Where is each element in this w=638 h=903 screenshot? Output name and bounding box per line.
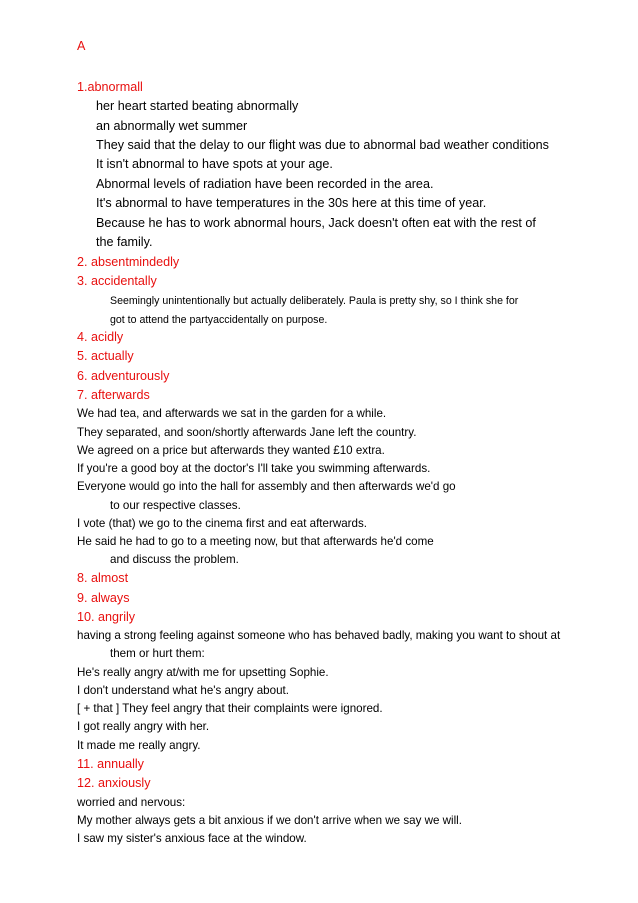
entry-heading-adventurously: 6. adventurously [77,369,170,383]
example-line: Everyone would go into the hall for assembly and then afterwards we'd go [77,480,456,493]
entry-heading-anxiously: 12. anxiously [77,776,151,790]
entry-heading-actually: 5. actually [77,349,134,363]
entry-heading-accidentally: 3. accidentally [77,274,157,288]
definition-line: worried and nervous: [77,796,186,809]
example-line: It isn't abnormal to have spots at your age. [96,157,333,171]
entry-heading-almost: 8. almost [77,571,129,585]
example-line: her heart started beating abnormally [96,99,299,113]
example-line: Because he has to work abnormal hours, Jack doesn't often eat with the rest of [96,216,536,230]
definition-line: having a strong feeling against someone who has behaved badly, making you want to shout at [77,629,561,642]
example-line: an abnormally wet summer [96,119,248,133]
example-line: and discuss the problem. [110,553,239,566]
example-line: He's really angry at/with me for upsetting Sophie. [77,666,329,679]
example-line: They separated, and soon/shortly afterwards Jane left the country. [77,426,417,439]
section-letter: A [77,39,86,53]
example-line: They said that the delay to our flight was due to abnormal bad weather conditions [96,138,549,152]
entry-heading-abnormal: 1.abnormall [77,80,143,94]
example-line: I vote (that) we go to the cinema first and eat afterwards. [77,517,367,530]
entry-heading-annually: 11. annually [77,757,144,771]
definition-line: got to attend the partyaccidentally on purpose. [110,314,328,326]
entry-heading-afterwards: 7. afterwards [77,388,150,402]
example-line: If you're a good boy at the doctor's I'll take you swimming afterwards. [77,462,431,475]
example-line: It's abnormal to have temperatures in the 30s here at this time of year. [96,196,487,210]
example-line: I don't understand what he's angry about. [77,684,289,697]
example-line: the family. [96,235,153,249]
example-line: I saw my sister's anxious face at the window. [77,832,307,845]
entry-heading-acidly: 4. acidly [77,330,124,344]
example-line: We agreed on a price but afterwards they wanted £10 extra. [77,444,385,457]
entry-heading-always: 9. always [77,591,130,605]
definition-line: Seemingly unintentionally but actually deliberately. Paula is pretty shy, so I think she for [110,295,519,307]
example-line: He said he had to go to a meeting now, but that afterwards he'd come [77,535,434,548]
example-line: I got really angry with her. [77,720,210,733]
example-line: My mother always gets a bit anxious if we don't arrive when we say we will. [77,814,462,827]
example-line: It made me really angry. [77,739,201,752]
example-line: to our respective classes. [110,499,241,512]
example-line: Abnormal levels of radiation have been recorded in the area. [96,177,434,191]
example-line: [ + that ] They feel angry that their complaints were ignored. [77,702,383,715]
example-line: We had tea, and afterwards we sat in the garden for a while. [77,407,387,420]
definition-line: them or hurt them: [110,647,205,660]
entry-heading-angrily: 10. angrily [77,610,136,624]
entry-heading-absentmindedly: 2. absentmindedly [77,255,180,269]
